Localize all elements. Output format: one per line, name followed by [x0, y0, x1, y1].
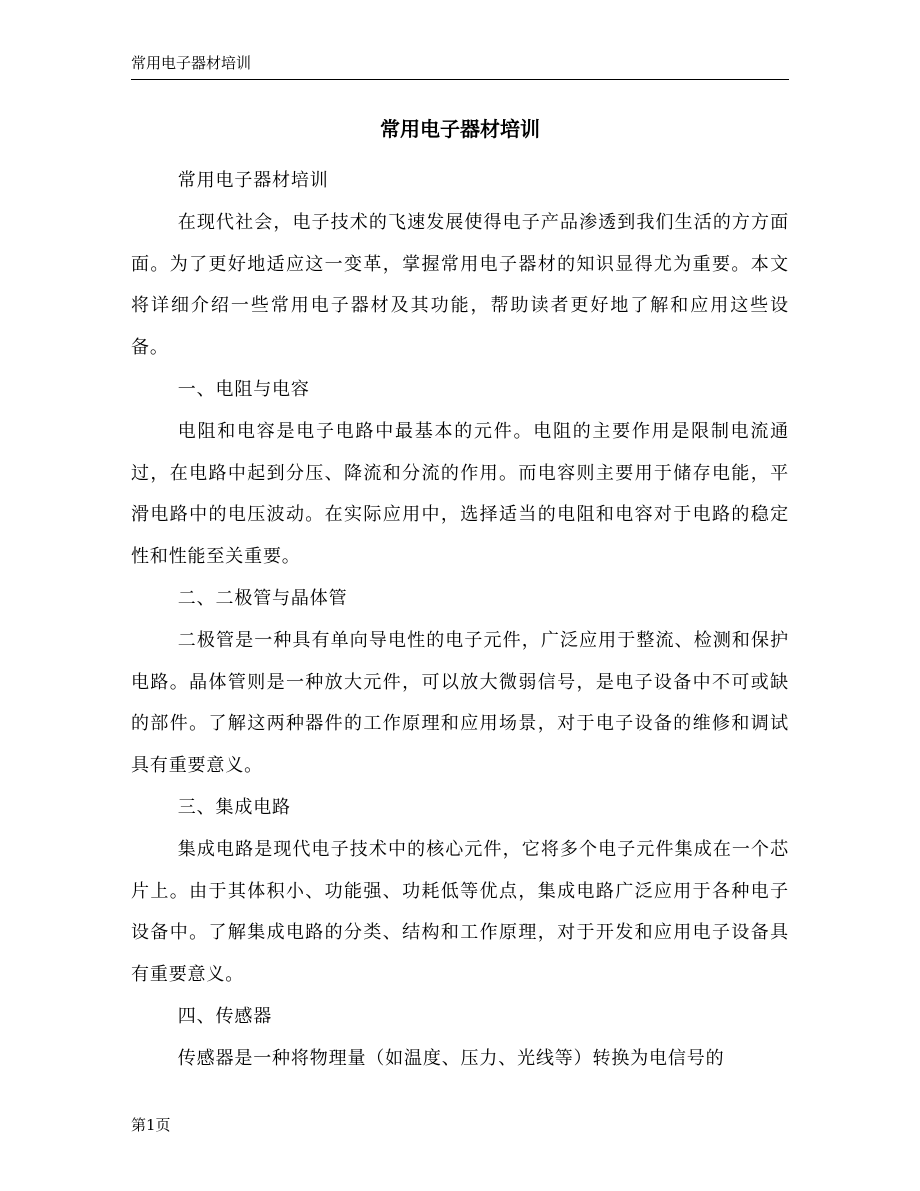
- document-title: 常用电子器材培训: [380, 117, 540, 141]
- section-heading-sensor: 四、传感器: [177, 1005, 273, 1027]
- paragraph-integrated-circuit: 集成电路是现代电子技术中的核心元件，它将多个电子元件集成在一个芯片上。由于其体积小、功能强、功耗低等优点，集成电路广泛应用于各种电子设备中。了解集成电路的分类、结构和工作原理，对于开发和应用电子设备具有重要意义。: [131, 838, 789, 986]
- header-rule: [131, 79, 789, 80]
- document-body: [131, 160, 789, 1080]
- paragraph-sensor: 传感器是一种将物理量（如温度、压力、光线等）转换为电信号的: [177, 1047, 725, 1069]
- section-heading-diode-transistor: 二、二极管与晶体管: [177, 587, 348, 609]
- page-number: 第1页: [131, 1116, 171, 1134]
- paragraph-subtitle: 常用电子器材培训: [177, 170, 329, 191]
- paragraph-resistor-capacitor: 电阻和电容是电子电路中最基本的元件。电阻的主要作用是限制电流通过，在电路中起到分压、降流和分流的作用。而电容则主要用于储存电能，平滑电路中的电压波动。在实际应用中，选择适当的电阻和电容对于电路的稳定性和性能至关重要。: [131, 420, 789, 568]
- running-header: 常用电子器材培训: [131, 54, 252, 72]
- paragraph-diode-transistor: 二极管是一种具有单向导电性的电子元件，广泛应用于整流、检测和保护电路。晶体管则是一种放大元件，可以放大微弱信号，是电子设备中不可或缺的部件。了解这两种器件的工作原理和应用场景，对于电子设备的维修和调试具有重要意义。: [131, 629, 789, 777]
- section-heading-integrated-circuit: 三、集成电路: [177, 796, 291, 818]
- paragraph-intro: 在现代社会，电子技术的飞速发展使得电子产品渗透到我们生活的方方面面。为了更好地适应这一变革，掌握常用电子器材的知识显得尤为重要。本文将详细介绍一些常用电子器材及其功能，帮助读者更好地了解和应用这些设备。: [131, 211, 789, 359]
- section-heading-resistor-capacitor: 一、电阻与电容: [177, 378, 310, 400]
